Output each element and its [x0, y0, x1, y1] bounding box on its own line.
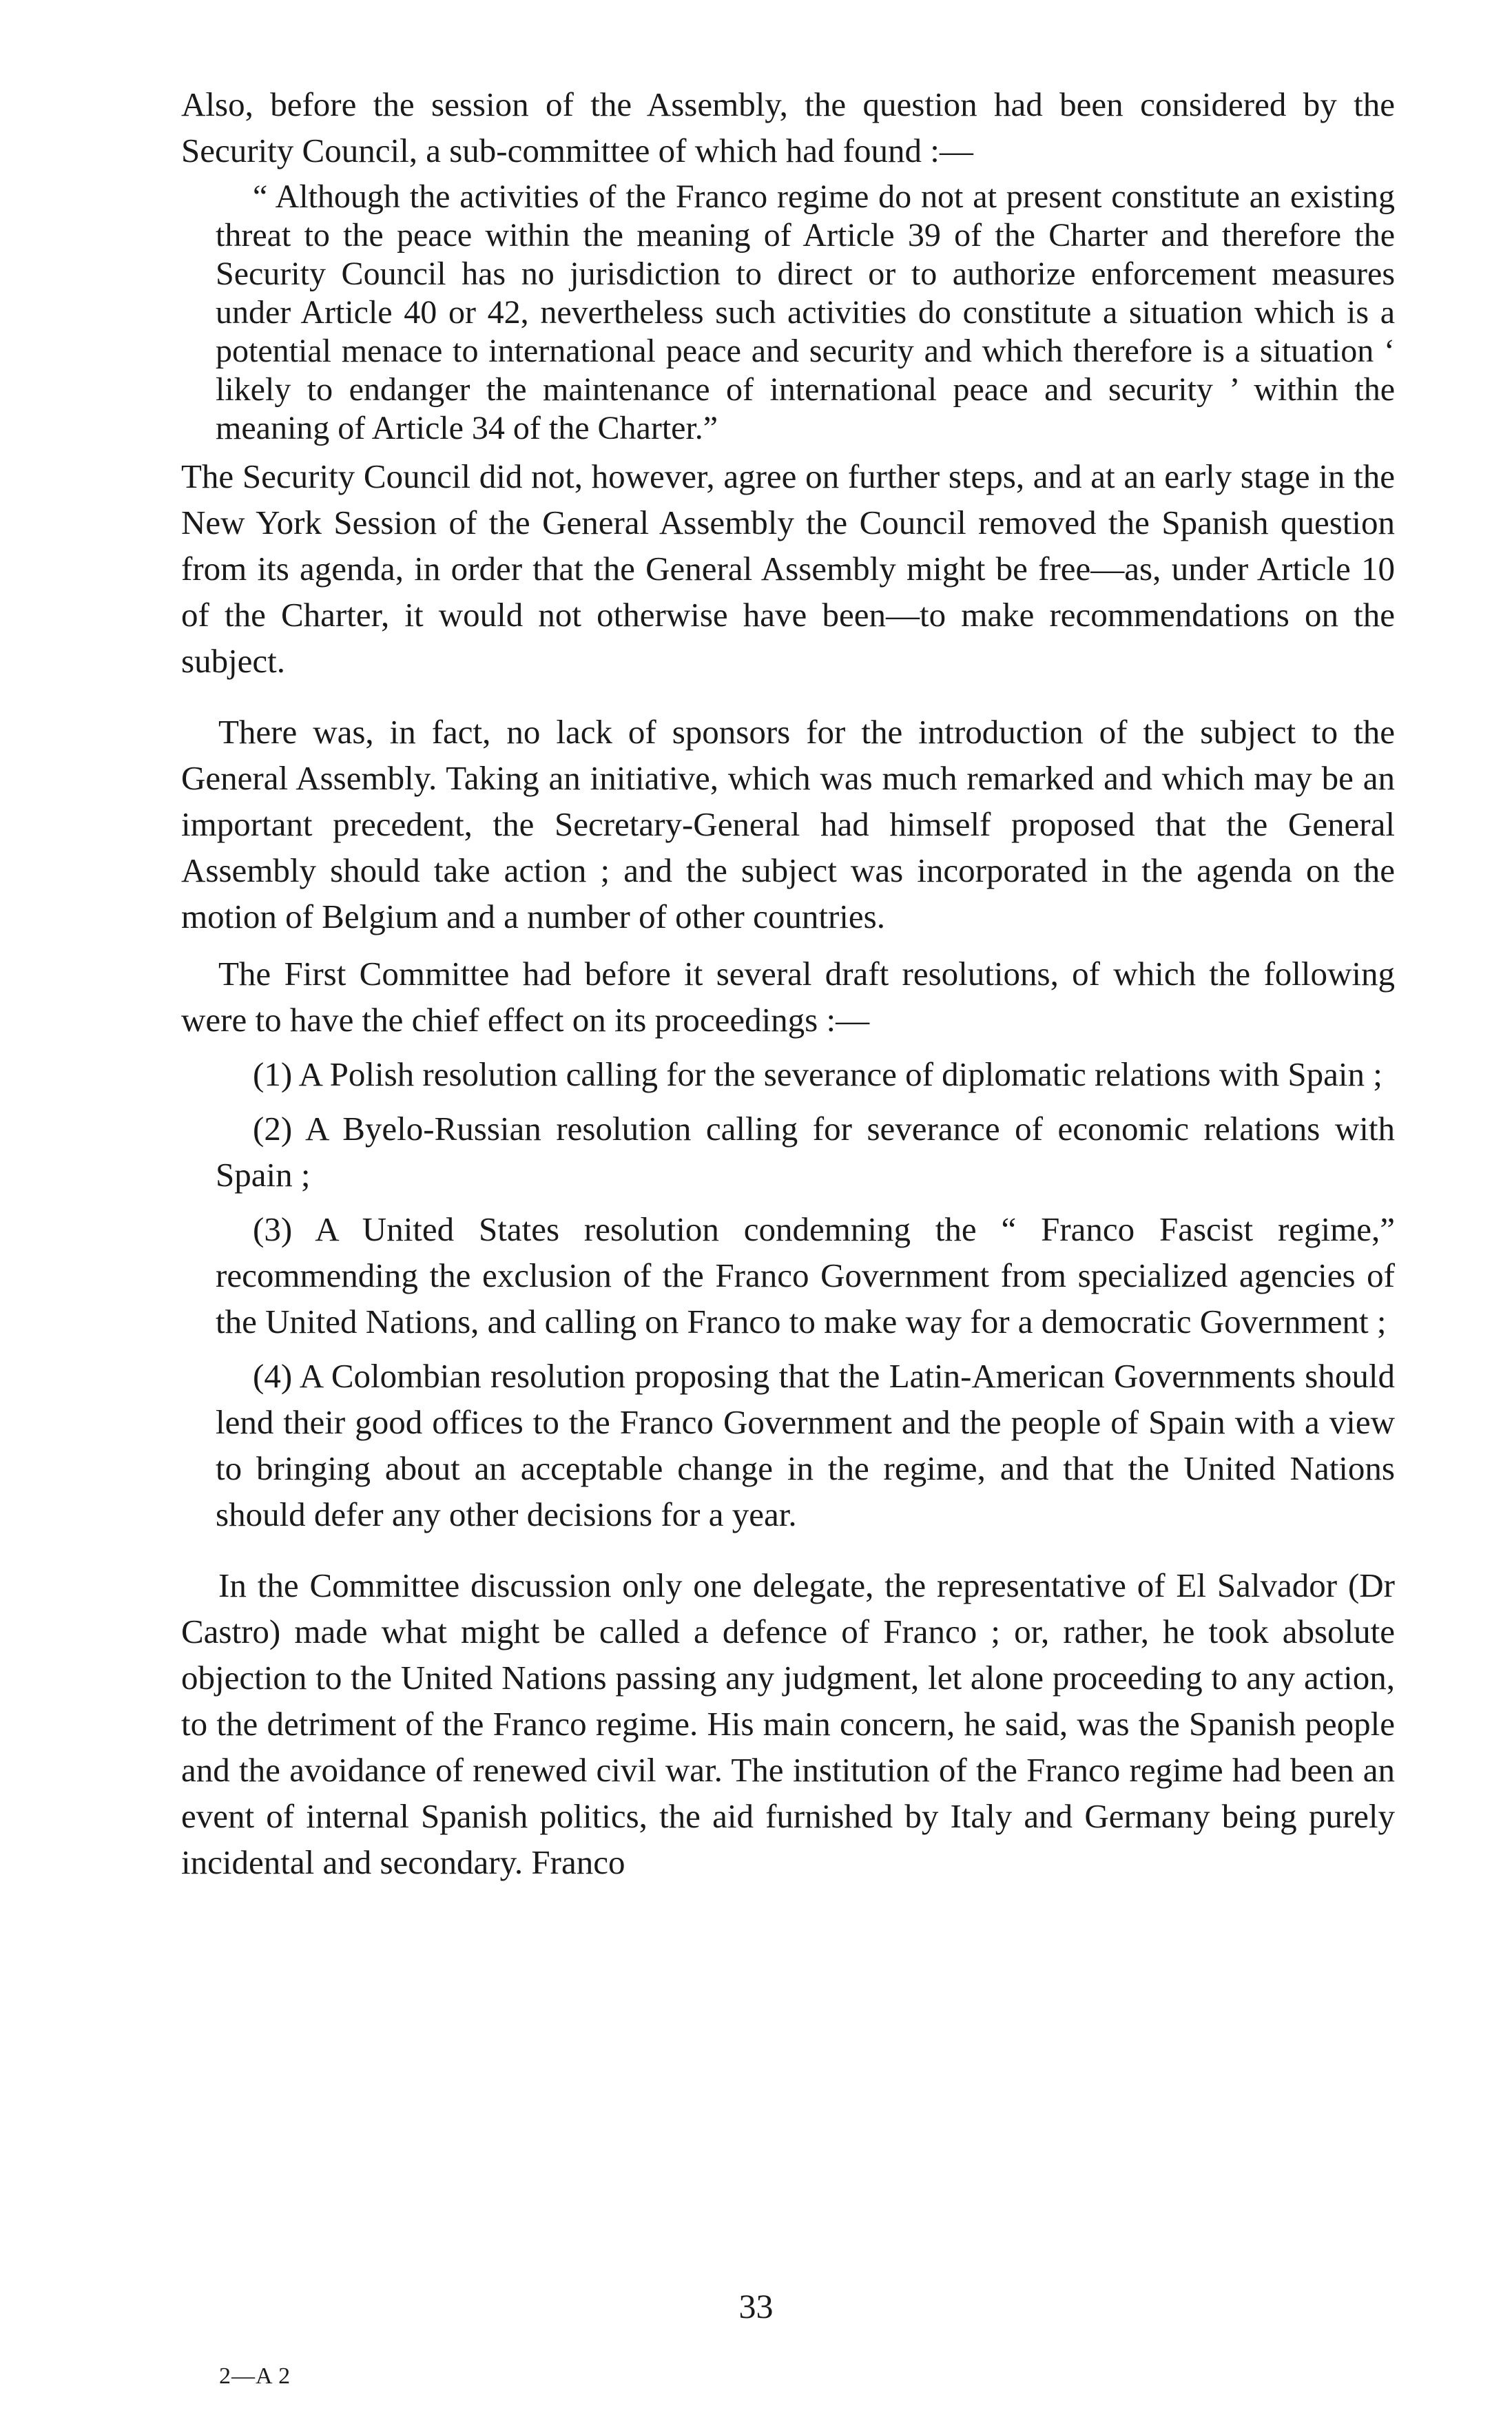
- page-number: 33: [738, 2287, 774, 2325]
- sub-committee-quotation: “ Although the activities of the Franco regime do not at present constitute an existing threat to the peace within the meaning of Article 39 of the Charter and therefore the Security Council has no jurisdiction to direct or to authorize enforcement measures under Article 40 or 42, nevertheless such activities do constitute a situation which is a potential menace to international peace and security and which therefore is a situation ‘ likely to endanger the maintenance of international peace and security ’ within the meaning of Article 34 of the Charter.”: [216, 178, 1395, 446]
- resolution-item-colombian: (4) A Colombian resolution proposing that the Latin-American Governments should lend their good offices to the Franco Government and the people of Spain with a view to bringing about an acceptable change in the regime, and that the United Nations should defer any other decisions for a year.: [216, 1357, 1395, 1533]
- resolution-item-polish: (1) A Polish resolution calling for the severance of diplomatic relations with Spain ;: [253, 1055, 1382, 1093]
- paragraph-security-council-steps: The Security Council did not, however, agree on further steps, and at an early stage in the New York Session of the General Assembly the Council removed the Spanish question from its agenda, in order that the General Assembly might be free—as, under Article 10 of the Charter, it would not otherwise have been—to make recommendations on the subject.: [181, 457, 1395, 680]
- paragraph-security-council-intro: Also, before the session of the Assembly, the question had been considered by the Security Council, a sub-committee of which had found :—: [181, 85, 1395, 169]
- printer-signature-mark: 2—A 2: [219, 2363, 291, 2389]
- paragraph-committee-discussion: In the Committee discussion only one delegate, the representative of El Salvador (Dr Castro) made what might be called a defence of Franco ; or, rather, he took absolute objection to the United Nations passing any judgment, let alone proceeding to any action, to the detriment of the Franco regime. His main concern, he said, was the Spanish people and the avoidance of renewed civil war. The institution of the Franco regime had been an event of internal Spanish politics, the aid furnished by Italy and Germany being purely incidental and secondary. Franco: [181, 1566, 1395, 1881]
- resolution-item-united-states: (3) A United States resolution condemning the “ Franco Fascist regime,” recommending the exclusion of the Franco Government from specialized agencies of the United Nations, and calling on Franco to make way for a democratic Government ;: [216, 1210, 1395, 1340]
- document-body: [181, 81, 1395, 1885]
- resolution-item-byelo-russian: (2) A Byelo-Russian resolution calling for severance of economic relations with Spain ;: [216, 1110, 1395, 1194]
- paragraph-sponsors: There was, in fact, no lack of sponsors for the introduction of the subject to the General Assembly. Taking an initiative, which was much remarked and which may be an important precedent, the Secretary-General had himself proposed that the General Assembly should take action ; and the subject was incorporated in the agenda on the motion of Belgium and a number of other countries.: [181, 713, 1395, 935]
- paragraph-first-committee: The First Committee had before it several draft resolutions, of which the following were to have the chief effect on its proceedings :—: [181, 955, 1395, 1039]
